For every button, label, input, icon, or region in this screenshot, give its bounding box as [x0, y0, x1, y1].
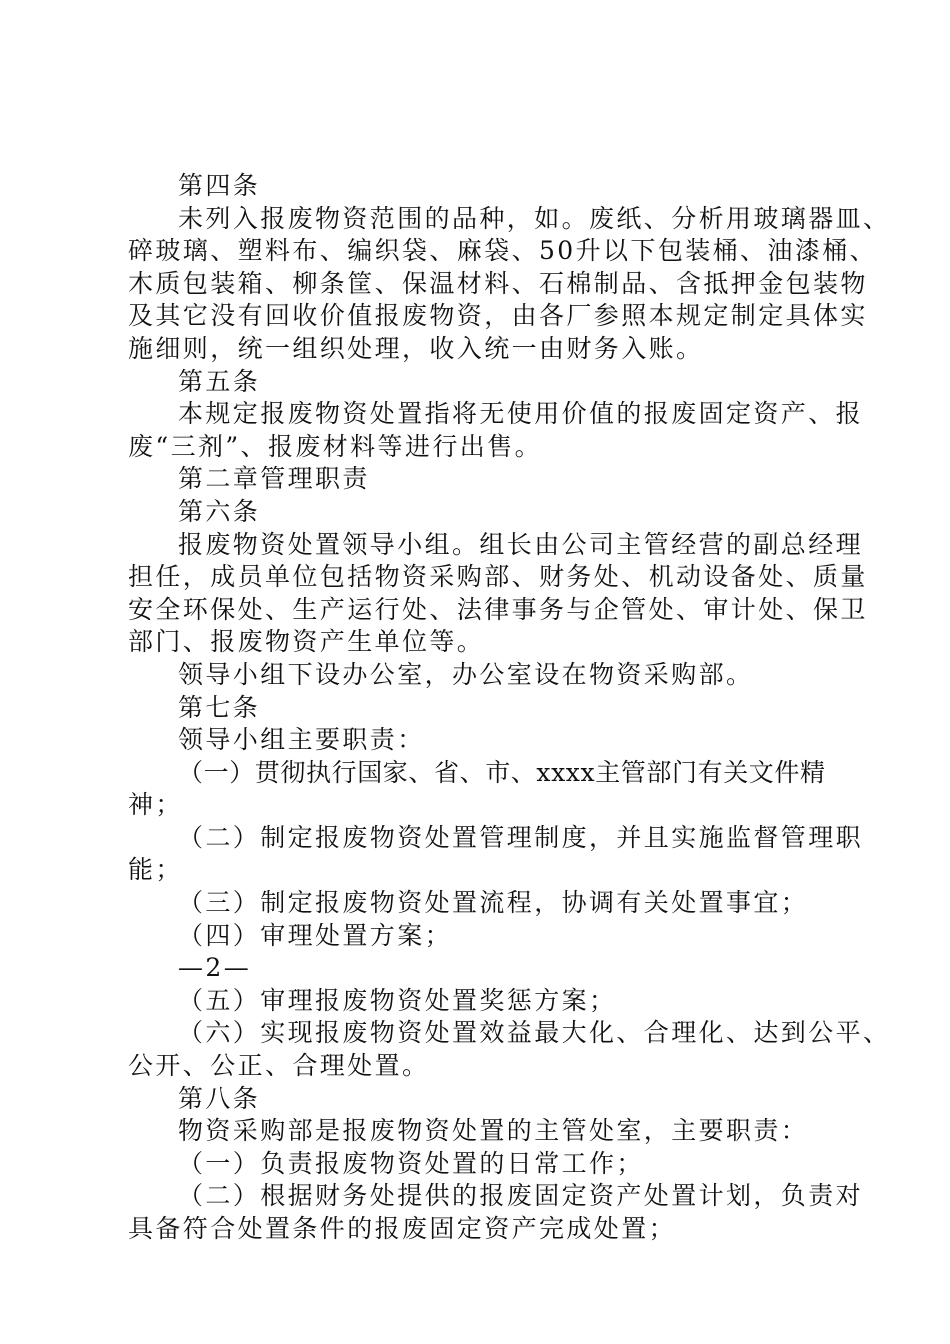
paragraph-line: 领导小组下设办公室，办公室设在物资采购部。 [178, 659, 754, 689]
paragraph-line: 报废物资处置领导小组。组长由公司主管经营的副总经理 [178, 529, 864, 559]
article-heading: 第七条 [178, 692, 261, 722]
chapter-heading: 第二章管理职责 [178, 464, 370, 494]
paragraph-line: 废“三剂”、报废材料等进行出售。 [128, 431, 542, 461]
document-page [128, 170, 891, 1246]
list-item-line: 公开、公正、合理处置。 [128, 1051, 430, 1081]
paragraph-line: 木质包装箱、柳条筐、保温材料、石棉制品、含抵押金包装物 [128, 268, 868, 298]
list-item-line: （五）审理报废物资处置奖惩方案； [178, 985, 617, 1015]
paragraph-line: 物资采购部是报废物资处置的主管处室，主要职责： [178, 1116, 809, 1146]
list-item-line: （一）负责报废物资处置的日常工作； [178, 1148, 644, 1178]
list-item-line: （二）根据财务处提供的报废固定资产处置计划，负责对 [178, 1181, 864, 1211]
list-item-line: 能； [128, 855, 183, 885]
paragraph-line: 本规定报废物资处置指将无使用价值的报废固定资产、报 [178, 399, 864, 429]
list-item-line: 神； [128, 790, 183, 820]
list-item-line: （一）贯彻执行国家、省、市、xxxx主管部门有关文件精 [178, 757, 826, 787]
paragraph-line: 碎玻璃、塑料布、编织袋、麻袋、50升以下包装桶、油漆桶、 [128, 236, 878, 266]
list-item-line: （三）制定报废物资处置流程，协调有关处置事宜； [178, 888, 809, 918]
paragraph-line: 领导小组主要职责： [178, 725, 425, 755]
list-item-line: （六）实现报废物资处置效益最大化、合理化、达到公平、 [178, 1018, 891, 1048]
paragraph-line: 及其它没有回收价值报废物资，由各厂参照本规定制定具体实 [128, 301, 868, 331]
paragraph-line: 未列入报废物资范围的品种，如。废纸、分析用玻璃器皿、 [178, 203, 891, 233]
paragraph-line: 施细则，统一组织处理，收入统一由财务入账。 [128, 333, 704, 363]
paragraph-line: 部门、报废物资产生单位等。 [128, 627, 485, 657]
list-item-line: （二）制定报废物资处置管理制度，并且实施监督管理职 [178, 822, 864, 852]
article-heading: 第四条 [178, 171, 261, 200]
paragraph-line: 安全环保处、生产运行处、法律事务与企管处、审计处、保卫 [128, 594, 868, 624]
article-heading: 第八条 [178, 1083, 261, 1113]
list-item-line: （四）审理处置方案； [178, 920, 453, 950]
page-number: —2— [178, 953, 252, 983]
article-heading: 第六条 [178, 496, 261, 526]
article-heading: 第五条 [178, 366, 261, 396]
list-item-line: 具备符合处置条件的报废固定资产完成处置； [128, 1214, 677, 1243]
paragraph-line: 担任，成员单位包括物资采购部、财务处、机动设备处、质量 [128, 562, 868, 592]
